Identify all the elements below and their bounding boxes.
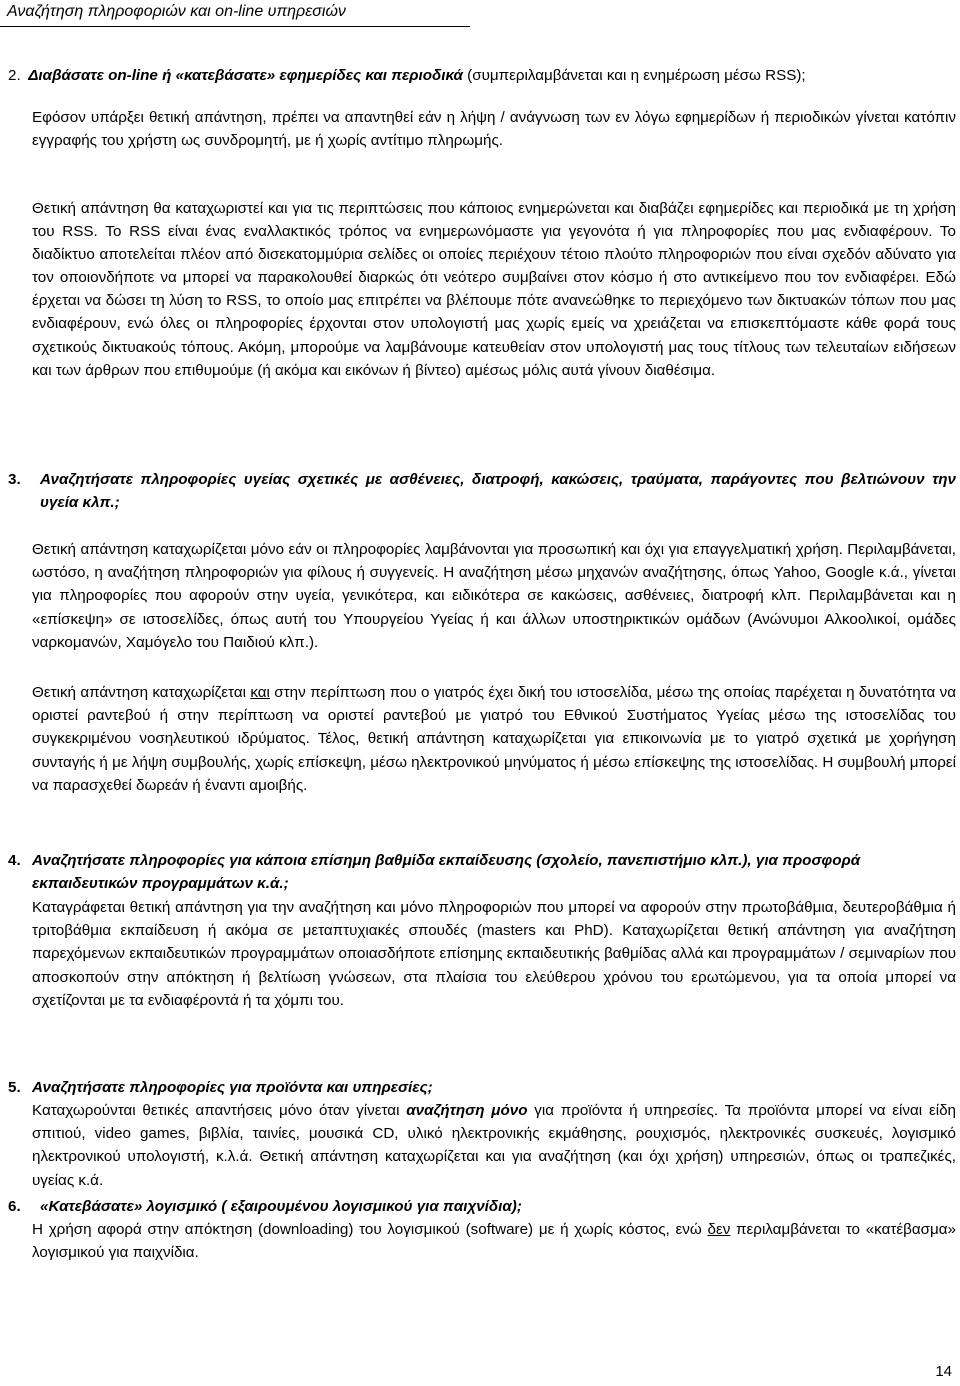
section-6-title: «Κατεβάσατε» λογισμικό ( εξαιρουμένου λογισμικού για παιχνίδια); [40,1198,522,1215]
section-3-paragraph-2 [32,681,956,797]
section-6-p1-underlined: δεν [707,1221,731,1238]
header-title: Αναζήτηση πληροφοριών και on-line υπηρεσιών [7,3,346,20]
section-5-number: 5. [8,1079,21,1096]
section-4-paragraph-1: Καταγράφεται θετική απάντηση για την αναζήτηση και μόνο πληροφοριών που μπορεί να αφορούν στην πρωτοβάθμια, δευτεροβάθμια ή τριτοβάθμια εκπαίδευση ή ακόμα σε μεταπτυχιακές σπουδές (masters και PhD). Καταχωρίζεται θετική απάντηση για αναζήτηση παρεχόμενων εκπαιδευτικών προγραμμάτων οποιασδήποτε επίσημης εκπαιδευτικής βαθμίδας αλλά και προγραμμάτων / σεμιναρίων που αποσκοπούν στην απόκτηση ή βελτίωση γνώσεων, στα πλαίσια του ελεύθερου χρόνου του ερωτώμενου, για τα οποία μπορεί να σχετίζονται με τα ενδιαφέροντά ή τα χόμπι του. [32,899,956,1009]
section-2 [8,64,956,87]
section-4-heading [8,849,956,895]
section-6-p1-rest: περιλαμβάνεται το «κατέβασμα» λογισμικού για παιχνίδια. [32,1221,957,1262]
section-4-title: Αναζητήσατε πληροφορίες για κάποια επίσημη βαθμίδα εκπαίδευσης (σχολείο, πανεπιστήμιο κλπ.), για προσφορά εκπαιδευτικών προγραμμάτων κ.ά.; [32,852,861,893]
page-number: 14 [935,1363,952,1380]
section-3-p2-underlined: και [250,684,270,701]
section-3-heading [8,468,956,514]
section-6-heading [8,1195,956,1218]
section-2-paragraph-1: Εφόσον υπάρξει θετική απάντηση, πρέπει να απαντηθεί εάν η λήψη / ανάγνωση των εν λόγω εφημερίδων ή περιοδικών γίνεται κατόπιν εγγραφής του χρήστη ως συνδρομητή, με ή χωρίς αντίτιμο πληρωμής. [32,109,956,150]
section-4-number: 4. [8,852,21,869]
section-5-heading [8,1076,956,1099]
section-2-heading [8,64,956,87]
section-5-paragraph-1 [32,1099,956,1192]
section-2-number: 2. [8,67,21,84]
section-5-p1-rest: για προϊόντα ή υπηρεσίες. Τα προϊόντα μπορεί να είναι είδη σπιτιού, video games, βιβλία, ταινίες, μουσικά CD, υλικό ηλεκτρονικής εκμάθησης, ρουχισμός, ηλεκτρονικές συσκευές, λογισμικό ηλεκτρονικού υπολογιστή, κ.λ.ά. Θετική απάντηση καταχωρίζεται και για αναζήτηση (και όχι χρήση) υπηρεσιών, όπως οι τραπεζικές, υγείας κ.ά. [32,1102,956,1189]
section-2-paragraph-2: Θετική απάντηση θα καταχωριστεί και για τις περιπτώσεις που κάποιος ενημερώνεται και διαβάζει εφημερίδες και περιοδικά με τη χρήση του RSS. Το RSS είναι ένας εναλλακτικός τρόπος να ενημερωνόμαστε για γεγονότα ή για πληροφορίες που μας ενδιαφέρουν. Το διαδίκτυο αποτελείται πλέον από δισεκατομμύρια σελίδες οι οποίες περιέχουν τέτοιο πλούτο πληροφοριών που είναι σχεδόν αδύνατο για τον οποιονδήποτε να μπορεί να παρακολουθεί διαρκώς ότι νεότερο συμβαίνει στον κόσμο ή στο αντικείμενο που τον ενδιαφέρει. Εδώ έρχεται να δώσει τη λύση το RSS, το οποίο μας επιτρέπει να βλέπουμε πότε ανανεώθηκε το περιεχόμενο των δικτυακών τόπων που μας ενδιαφέρουν, ενώ όλες οι πληροφορίες έρχονται στον υπολογιστή μας χωρίς εμείς να χρειάζεται να επισκεπτόμαστε κάθε φορά τους σχετικούς δικτυακούς τόπους. Ακόμη, μπορούμε να λαμβάνουμε κατευθείαν στον υπολογιστή μας τους τίτλους των τελευταίων ειδήσεων και των άρθρων που επιθυμούμε (ή ακόμα και εικόνων ή βίντεο) αμέσως μόλις αυτά γίνουν διαθέσιμα. [32,200,956,379]
section-3-paragraph-1: Θετική απάντηση καταχωρίζεται μόνο εάν οι πληροφορίες λαμβάνονται για προσωπική και όχι για επαγγελματική χρήση. Περιλαμβάνεται, ωστόσο, η αναζήτηση πληροφοριών για φίλους ή συγγενείς. Η αναζήτηση μέσω μηχανών αναζήτησης, όπως Yahoo, Google κ.ά., γίνεται για πληροφορίες που αφορούν στην υγεία, γενικότερα, και ειδικότερα σε κακώσεις, ασθένειες, διατροφή κλπ. Περιλαμβάνεται και η «επίσκεψη» σε ιστοσελίδες, όπως αυτή του Υπουργείου Υγείας ή και άλλων υποστηρικτικών ομάδων (Ανώνυμοι Αλκοολικοί, ομάδες ναρκομανών, Χαμόγελο του Παιδιού κλπ.). [32,541,956,651]
section-6-paragraph-1 [32,1218,956,1264]
section-6-p1-start: Η χρήση αφορά στην απόκτηση (downloading) του λογισμικού (software) με ή χωρίς κόστος, ενώ [32,1221,708,1238]
page-header [0,0,470,27]
section-3-number: 3. [8,471,21,488]
section-3-p2-start: Θετική απάντηση καταχωρίζεται [32,684,251,701]
section-2-title: Διαβάσατε on-line ή «κατεβάσατε» εφημερίδες και περιοδικά [28,67,463,84]
section-5-title: Αναζητήσατε πληροφορίες για προϊόντα και υπηρεσίες; [32,1079,433,1096]
section-5-p1-emphasis: αναζήτηση μόνο [406,1102,528,1119]
section-3-title: Αναζητήσατε πληροφορίες υγείας σχετικές με ασθένειες, διατροφή, κακώσεις, τραύματα, παράγοντες που βελτιώνουν την υγεία κλπ.; [40,471,956,512]
section-5-p1-start: Καταχωρούνται θετικές απαντήσεις μόνο όταν γίνεται [32,1102,407,1119]
section-3-p2-rest: στην περίπτωση που ο γιατρός έχει δική του ιστοσελίδα, μέσω της οποίας παρέχεται η δυνατότητα να οριστεί ραντεβού ή στην περίπτωση να οριστεί ραντεβού με γιατρό του Εθνικού Συστήματος Υγείας μέσω της ιστοσελίδας του συγκεκριμένου νοσηλευτικού ιδρύματος. Τέλος, θετική απάντηση καταχωρίζεται για επικοινωνία με το γιατρό σχετικά με χορήγηση συνταγής ή με λήψη συμβουλής, χωρίς επίσκεψη, μέσω ηλεκτρονικού μηνύματος ή μέσω επίσκεψης της ιστοσελίδας. Η συμβουλή μπορεί να παρασχεθεί δωρεάν ή έναντι αμοιβής. [32,684,957,794]
section-2-title-rest: (συμπεριλαμβάνεται και η ενημέρωση μέσω RSS); [462,67,806,84]
section-6-number: 6. [8,1198,21,1215]
